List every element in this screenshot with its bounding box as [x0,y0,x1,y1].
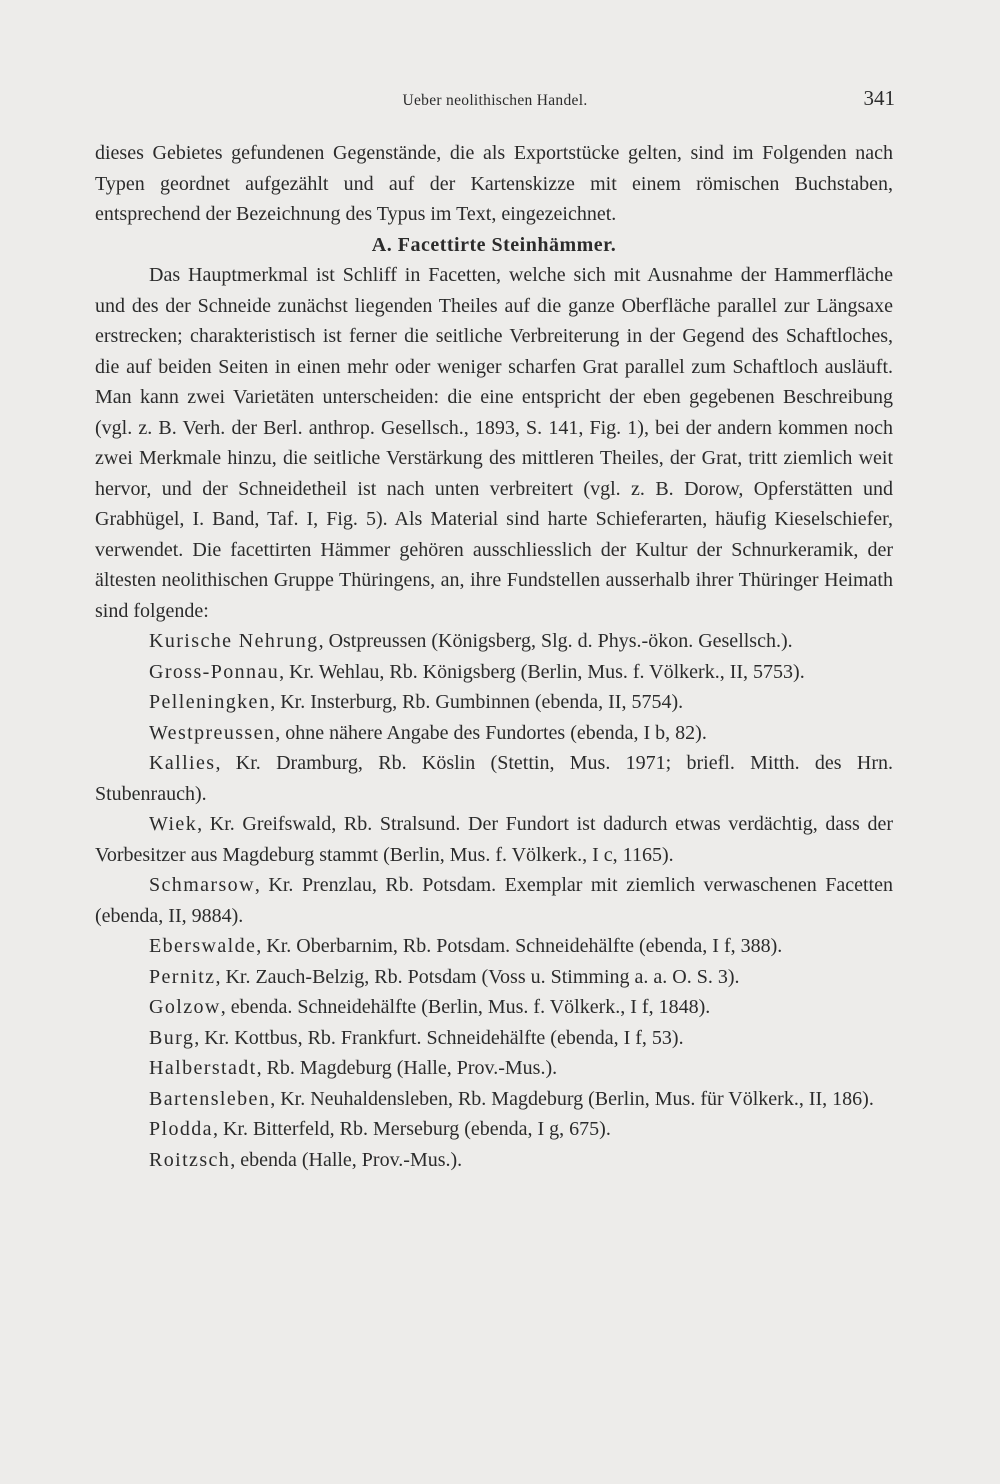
findspot-place: Burg [149,1026,195,1049]
findspot-entry [95,626,893,657]
findspot-entry [95,1053,893,1084]
findspot-entry [95,962,893,993]
findspot-entry [95,809,893,870]
findspot-text: , Kr. Greifswald, Rb. Stralsund. Der Fundort ist dadurch etwas verdächtig, dass der Vorbesitzer aus Magdeburg stammt (Berlin, Mus. f. Völkerk., I c, 1165). [95,813,893,866]
findspot-text: , Kr. Kottbus, Rb. Frankfurt. Schneidehälfte (ebenda, I f, 53). [194,1026,684,1049]
findspot-text: , ebenda (Halle, Prov.-Mus.). [230,1148,463,1171]
findspot-place: Westpreussen [149,721,276,744]
findspot-text: , Kr. Neuhaldensleben, Rb. Magdeburg (Berlin, Mus. für Völkerk., II, 186). [270,1087,874,1110]
findspot-text: , ebenda. Schneidehälfte (Berlin, Mus. f. Völkerk., I f, 1848). [220,996,711,1018]
findspot-place: Pernitz [149,965,216,988]
findspot-text: , Kr. Wehlau, Rb. Königsberg (Berlin, Mus. f. Völkerk., II, 5753). [279,660,805,683]
findspot-place: Wiek [149,813,198,835]
findspot-entry [95,931,893,962]
findspot-place: Schmarsow [149,874,255,896]
findspot-entry [95,1023,893,1054]
findspot-entry [95,1145,893,1176]
findspot-text: , ohne nähere Angabe des Fundortes (ebenda, I b, 82). [275,721,707,744]
findspot-text: , Rb. Magdeburg (Halle, Prov.-Mus.). [256,1057,558,1079]
findspot-place: Plodda [149,1118,213,1140]
findspot-text: , Kr. Insterburg, Rb. Gumbinnen (ebenda, II, 5754). [270,691,684,713]
body-text [95,138,893,1175]
findspot-entry [95,718,893,749]
description-paragraph: Das Hauptmerkmal ist Schliff in Facetten, welche sich mit Ausnahme der Hammerfläche und des der Schneide zunächst liegenden Theiles auf die ganze Oberfläche parallel zur Längsaxe erstrecken; charakteristisch ist ferner die seitliche Verbreiterung in der Gegend des Schaftloches, die auf beiden Seiten in einen mehr oder weniger scharfen Grat parallel zum Schaftloch ausläuft. Man kann zwei Varietäten unterscheiden: die eine entspricht der eben gegebenen Beschreibung (vgl. z. B. Verh. der Berl. anthrop. Gesellsch., 1893, S. 141, Fig. 1), bei der andern kommen noch zwei Merkmale hinzu, die seitliche Verstärkung des mittleren Theiles, der Grat, tritt ziemlich weit hervor, und der Schneidetheil ist nach unten verbreitert (vgl. z. B. Dorow, Opferstätten und Grabhügel, I. Band, Taf. I, Fig. 5). Als Material sind harte Schieferarten, häufig Kieselschiefer, verwendet. Die facettirten Hämmer gehören ausschliesslich der Kultur der Schnurkeramik, der ältesten neolithischen Gruppe Thüringens, an, ihre Fundstellen ausserhalb ihrer Thüringer Heimath sind folgende: [95,264,893,622]
findspot-place: Roitzsch [149,1148,231,1171]
findspot-entry [95,992,893,1023]
findspot-text: , Kr. Zauch-Belzig, Rb. Potsdam (Voss u. Stimming a. a. O. S. 3). [215,965,740,988]
findspot-text: , Kr. Prenzlau, Rb. Potsdam. Exemplar mit ziemlich verwaschenen Facetten (ebenda, II, 9884). [95,874,893,927]
findspot-entry [95,748,893,809]
findspot-place: Eberswalde [149,935,257,957]
findspot-entry [95,1114,893,1145]
findspot-text: , Ostpreussen (Königsberg, Slg. d. Phys.-ökon. Gesellsch.). [318,630,793,652]
findspot-entry [95,1084,893,1115]
findspot-entry [95,657,893,688]
findspot-text: , Kr. Oberbarnim, Rb. Potsdam. Schneidehälfte (ebenda, I f, 388). [256,935,783,957]
findspot-text: , Kr. Bitterfeld, Rb. Merseburg (ebenda, I g, 675). [212,1118,611,1140]
findspot-place: Halberstadt [149,1057,257,1079]
page-number: 341 [863,86,895,110]
page-header [95,86,895,120]
section-heading: A. Facettirte Steinhämmer. [371,233,617,256]
running-title: Ueber neolithischen Handel. [402,92,588,109]
findspot-entry [95,687,893,718]
findspot-place: Golzow [149,996,221,1018]
findspot-entry [95,870,893,931]
findspot-place: Bartensleben [149,1087,271,1110]
intro-paragraph: dieses Gebietes gefundenen Gegenstände, die als Exportstücke gelten, sind im Folgenden nach Typen geordnet aufgezählt und auf der Kartenskizze mit einem römischen Buchstaben, entsprechend der Bezeichnung des Typus im Text, eingezeichnet. [95,142,893,225]
findspot-place: Kurische Nehrung [149,630,319,652]
findspot-text: , Kr. Dramburg, Rb. Köslin (Stettin, Mus. 1971; briefl. Mitth. des Hrn. Stubenrauch). [95,752,893,805]
findspot-place: Kallies [149,752,216,774]
findspot-place: Gross-Ponnau [149,660,280,683]
findspot-place: Pelleningken [149,691,271,713]
